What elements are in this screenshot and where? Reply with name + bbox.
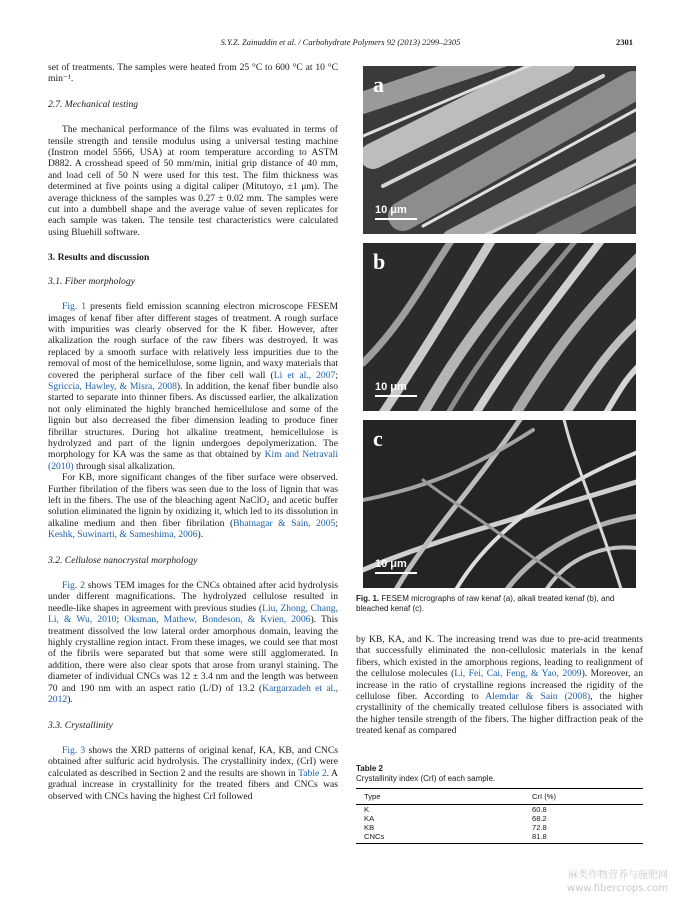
page-number: 2301: [616, 37, 633, 47]
ref-link[interactable]: Liu, Zhong, Chang, Li, & Wu, 2010: [48, 602, 338, 626]
ref-link[interactable]: Sgriccia, Hawley, & Misra, 2008: [48, 380, 177, 392]
watermark: [567, 869, 668, 895]
fig1-link[interactable]: Fig. 1: [62, 301, 87, 313]
panel-label-a: a: [373, 72, 384, 97]
table-row: K 60.8: [364, 805, 547, 814]
figure-1-caption: [356, 594, 643, 614]
running-header: [48, 37, 633, 51]
ref-link[interactable]: Keshk, Suwinarti, & Sameshima, 2006: [48, 529, 198, 541]
ref-link[interactable]: Li et al., 2007: [273, 369, 336, 381]
section-2-7-paragraph: The mechanical performance of the films was evaluated in terms of tensile strength and tensile modulus using a universal testing machine (Instron model 5566, USA) at room temperature according to ASTM D882. A crosshead speed of 50 mm/min, initial grip distance of 40 mm, and load cell of 50 N were used for this test. The film thickness was determined at five points using a digital caliper (Mitutoyo, ±1 μm). The average thickness of the samples was 0.27 ± 0.02 mm. The samples were cut into a dumbbell shape and the average value of seven replicates for each sample was taken. The tensile test characteristics were calculated using Bluehill software.: [48, 124, 338, 238]
intro-text: set of treatments. The samples were heated from 25 °C to 600 °C at 10 °C min⁻¹.: [48, 62, 338, 85]
header-type: Type: [356, 789, 524, 805]
section-3-2-heading: 3.2. Cellulose nanocrystal morphology: [48, 554, 198, 566]
ref-link[interactable]: Kargarzadeh et al., 2012: [48, 682, 338, 706]
left-column: [48, 62, 338, 802]
panel-label-b: b: [373, 249, 386, 274]
caption-label: Fig. 1.: [356, 594, 380, 603]
section-2-7-heading: 2.7. Mechanical testing: [48, 98, 139, 110]
panel-label-c: c: [373, 426, 383, 451]
section-3-heading: 3. Results and discussion: [48, 252, 150, 264]
table-row: KA 68.2: [364, 814, 547, 823]
scale-bar-b: 10 μm: [375, 381, 417, 397]
section-3-1-paragraph-2: For KB, more significant changes of the fiber surface were observed. Further fibrilation of the fibers was seen due to the loss of lignin that was left in the fibers. The use of the bleaching agent NaClO₂ and acetic buffer solution eliminated the lignin by oxidizing it, which led to its dissolution in alkaline medium and then fiber fibrilation (Bhatnagar & Sain, 2005; Keshk, Suwinarti, & Sameshima, 2006).: [48, 472, 338, 541]
section-3-2-paragraph: Fig. 2 shows TEM images for the CNCs obtained after acid hydrolysis under different magnifications. The hydrolyzed cellulose resulted in needle-like shapes in agreement with previous studies (Liu, Zhong, Chang, Li, & Wu, 2010; Oksman, Mathew, Bondeson, & Kvien, 2006). This treatment dissolved the low lateral order amorphous domain, leaving the highly crystalline region intact. From these images, we could see that most of the fibrils were separated but that some were still agglomerated. In addition, there were also clear spots that arose from uranyl staining. The diameter of individual CNCs was 12 ± 3.4 nm and the length was between 70 and 190 nm with an aspect ratio (L/D) of 13.2 (Kargarzadeh et al., 2012).: [48, 580, 338, 706]
table2-link[interactable]: Table 2: [298, 767, 327, 779]
section-3-3-paragraph: Fig. 3 shows the XRD patterns of original kenaf, KA, KB, and CNCs obtained after sulfuric acid hydrolysis. The crystallinity index, (CrI) were calculated as described in Section 2 and the results are shown in Table 2. A gradual increase in crystallinity for the treated fibers and CNCs was observed with CNCs having the highest CrI followed: [48, 744, 338, 802]
right-paragraph: by KB, KA, and K. The increasing trend was due to pre-acid treatments that successfully eliminated the non-cellulosic materials in the kenaf fibers, which existed in the amorphous regions, leading to realignment of the cellulose molecules (Li, Fei, Cai, Feng, & Yao, 2009). Moreover, an increase in the ratio of crystalline regions increased the rigidity of the cellulose fiber. According to Alemdar & Sain (2008), the higher crystallinity of the chemically treated cellulose fibers is associated with the higher tensile strength of the fibers. The higher diffraction peak of the treated kenaf as compared: [356, 634, 643, 737]
ref-link[interactable]: Alemdar & Sain (2008): [485, 691, 591, 703]
figure-1: [363, 66, 636, 597]
table-label: Table 2: [356, 764, 383, 773]
ref-link[interactable]: Bhatnagar & Sain, 2005: [233, 517, 336, 529]
table-2: [356, 764, 643, 844]
fig3-link[interactable]: Fig. 3: [62, 744, 86, 756]
header-cri: CrI (%): [524, 789, 643, 805]
scale-bar-c: 10 μm: [375, 558, 417, 574]
crystallinity-table: [356, 788, 643, 844]
micrograph-panel-a: [363, 66, 636, 234]
micrograph-panel-b: [363, 243, 636, 411]
section-3-1-paragraph-1: Fig. 1 presents field emission scanning electron microscope FESEM images of kenaf fiber after different stages of treatment. A rough surface with impurities was clearly observed for the K fiber. However, after alkalization the rough surface of the raw fibers was destroyed. It was replaced by a smooth surface with relatively less impurities due to the removal of most of the hemicellulose, some lignin, and waxy materials that covered the peripheral surface of the fiber cell wall (Li et al., 2007; Sgriccia, Hawley, & Misra, 2008). In addition, the kenaf fiber bundle also started to separate into thinner fibers. As discussed earlier, the alkalization not only eliminated the highly branched hemicellulose and some of the lignin but also decreased the fiber dimension leading to produce finer fibrillar structures. During hot alkaline treatment, hemicellulose is hydrolyzed and part of the lignin undergoes depolymerization. The morphology for KA was the same as that obtained by Kim and Netravali (2010) through sisal alkalization.: [48, 301, 338, 472]
watermark-line-2: www.fibercrops.com: [566, 883, 668, 894]
table-caption: Crystallinity index (CrI) of each sample.: [356, 774, 496, 783]
ref-link[interactable]: Oksman, Mathew, Bondeson, & Kvien, 2006: [124, 614, 311, 626]
ref-link[interactable]: Kim and Netravali (2010): [48, 449, 338, 472]
section-3-1-heading: 3.1. Fiber morphology: [48, 275, 135, 287]
scale-bar-a: 10 μm: [375, 204, 417, 220]
table-row: CNCs 81.8: [356, 832, 643, 844]
right-column: [356, 634, 643, 737]
running-title: S.Y.Z. Zainuddin et al. / Carbohydrate Polymers 92 (2013) 2299–2305: [220, 37, 461, 47]
ref-link[interactable]: Li, Fei, Cai, Feng, & Yao, 2009: [454, 668, 582, 680]
section-3-3-heading: 3.3. Crystallinity: [48, 719, 113, 731]
caption-text: FESEM micrographs of raw kenaf (a), alkali treated kenaf (b), and bleached kenaf (c).: [356, 594, 615, 613]
table-header-row: [356, 789, 643, 805]
micrograph-panel-c: [363, 420, 636, 588]
fig2-link[interactable]: Fig. 2: [62, 580, 85, 592]
table-row: KB 72.8: [364, 823, 547, 832]
watermark-line-1: 麻类作物营养与施肥网: [568, 870, 668, 881]
